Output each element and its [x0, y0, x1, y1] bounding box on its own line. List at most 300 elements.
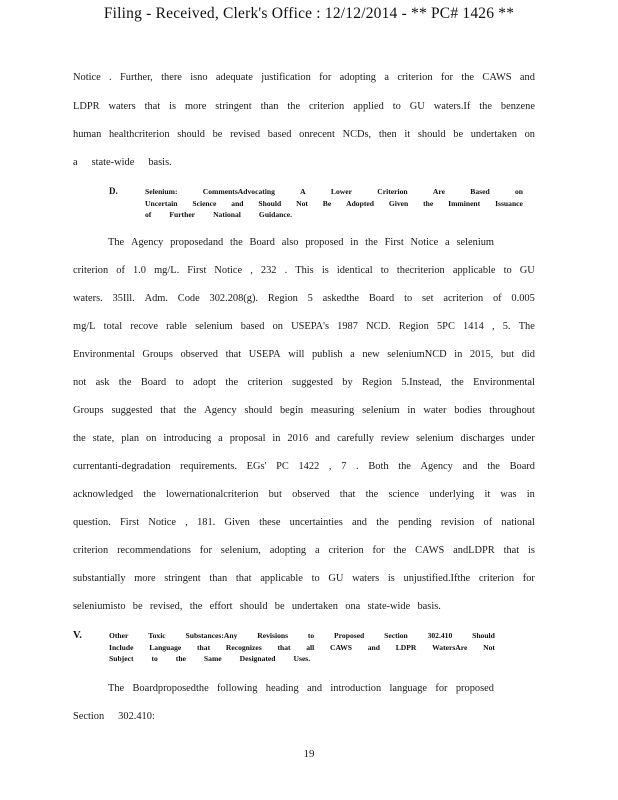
paragraph-line: [73, 321, 535, 332]
word: following: [217, 683, 258, 694]
word: criterion: [73, 265, 109, 276]
word: the: [175, 654, 186, 663]
word: Region: [362, 377, 393, 388]
word: Adopted: [346, 198, 374, 208]
word: proposedand: [170, 237, 224, 248]
word: on: [146, 433, 157, 444]
word: to: [380, 265, 389, 276]
word: identical: [336, 265, 373, 276]
word: water: [423, 405, 447, 416]
word: waters.: [73, 293, 103, 304]
word: the: [398, 461, 411, 472]
word: Environmental: [473, 377, 535, 388]
word: for: [440, 72, 453, 83]
word: under: [511, 433, 535, 444]
word: WatersAre: [432, 642, 468, 652]
word: that: [235, 573, 252, 584]
section-d-heading: [109, 186, 523, 221]
word: question.: [73, 517, 111, 528]
word: observed: [292, 489, 330, 500]
word: of: [492, 293, 502, 304]
word: acknowledged: [73, 489, 134, 500]
word: Boardproposedthe: [132, 683, 209, 694]
word: askedthe: [322, 293, 360, 304]
word: Not: [296, 198, 308, 208]
word: Science: [192, 198, 217, 208]
word: review: [380, 433, 410, 444]
word: carefully: [337, 433, 374, 444]
word: Agency: [130, 237, 164, 248]
section-label: D.: [109, 186, 118, 196]
word: CAWS: [482, 72, 512, 83]
word: adopting: [269, 545, 307, 556]
word: adequate: [215, 72, 253, 83]
word: Criterion: [377, 187, 408, 196]
word: a: [73, 157, 78, 168]
word: 35Ill.: [112, 293, 135, 304]
word: Issuance: [495, 198, 523, 208]
word: set: [421, 293, 434, 304]
word: onrecent: [299, 129, 335, 140]
word: Uses.: [293, 654, 311, 663]
word: begin: [279, 405, 304, 416]
word: the: [118, 377, 132, 388]
word: Board: [249, 237, 275, 248]
word: healthcriterion: [108, 129, 170, 140]
paragraph-line: [73, 433, 535, 444]
word: Selenium:: [145, 187, 178, 196]
word: in: [526, 489, 535, 500]
word: that: [503, 545, 520, 556]
word: the: [451, 377, 464, 388]
word: criterion: [328, 545, 364, 556]
word: Notice: [73, 72, 101, 83]
word: based: [267, 129, 292, 140]
word: plan: [121, 433, 140, 444]
word: proposed: [305, 237, 344, 248]
word: criterion: [309, 101, 345, 112]
word: and: [231, 198, 244, 208]
word: EGs': [246, 461, 267, 472]
word: unjustified.Ifthe: [403, 573, 471, 584]
word: The: [108, 683, 125, 694]
word: 2016: [287, 433, 309, 444]
word: on: [514, 187, 523, 196]
word: andLDPR: [453, 545, 495, 556]
word: measuring: [310, 405, 355, 416]
word: human: [73, 129, 102, 140]
word: Guidance.: [258, 210, 293, 219]
word: undertaken: [470, 129, 517, 140]
word: Board: [368, 293, 395, 304]
paragraph-line: [73, 72, 535, 83]
word: to: [503, 265, 512, 276]
word: CAWS: [415, 545, 445, 556]
word: by: [342, 377, 353, 388]
word: GU: [409, 101, 425, 112]
word: Include: [109, 642, 134, 652]
word: First: [384, 237, 404, 248]
word: proposed: [455, 683, 494, 694]
word: waters.If: [433, 101, 471, 112]
word: The: [518, 321, 535, 332]
word: that: [197, 642, 211, 652]
word: the: [393, 545, 407, 556]
word: be: [453, 129, 464, 140]
word: it: [404, 129, 411, 140]
word: the: [189, 601, 203, 612]
word: CommentsAdvocating: [202, 187, 275, 196]
paragraph-line: [73, 461, 535, 472]
word: applied: [353, 101, 384, 112]
heading-line: [145, 198, 523, 210]
word: adopting: [339, 72, 377, 83]
word: basis.: [148, 157, 172, 168]
word: adopt: [192, 377, 217, 388]
word: the: [376, 517, 389, 528]
word: Board: [140, 377, 167, 388]
word: on: [272, 321, 283, 332]
word: seleniumisto: [73, 601, 126, 612]
word: First: [187, 265, 207, 276]
word: total: [103, 321, 123, 332]
word: the: [73, 433, 86, 444]
word: introducing: [163, 433, 212, 444]
word: National: [213, 210, 241, 219]
word: that: [277, 642, 291, 652]
word: Given: [224, 517, 250, 528]
word: ,: [185, 517, 188, 528]
word: LDPR: [395, 642, 417, 652]
word: Lower: [330, 187, 353, 196]
word: of: [145, 210, 152, 219]
word: A: [300, 187, 306, 196]
word: publish: [311, 349, 343, 360]
word: observed: [180, 349, 218, 360]
word: rable: [166, 321, 187, 332]
word: and: [519, 72, 535, 83]
word: be: [274, 601, 285, 612]
word: revision: [440, 517, 475, 528]
word: The: [108, 237, 125, 248]
word: basis.: [417, 601, 441, 612]
word: First: [120, 517, 140, 528]
word: criterion: [73, 545, 109, 556]
section-v-heading: [73, 630, 495, 665]
word: a: [218, 433, 223, 444]
word: and: [351, 517, 367, 528]
paragraph-line: [73, 711, 535, 722]
word: Notice: [148, 517, 177, 528]
word: NCDs,: [342, 129, 372, 140]
word: stringent: [215, 101, 252, 112]
word: ask: [95, 377, 110, 388]
word: recommendations: [117, 545, 191, 556]
word: a: [445, 237, 450, 248]
word: waters: [352, 573, 380, 584]
word: the: [423, 198, 434, 208]
paragraph-line: [108, 683, 494, 694]
word: 1.0: [133, 265, 147, 276]
word: selenium: [416, 433, 454, 444]
word: requirements.: [180, 461, 238, 472]
word: Same: [203, 654, 222, 663]
word: Designated: [239, 654, 276, 663]
word: USEPA: [248, 349, 281, 360]
word: 5: [307, 293, 313, 304]
word: introduction: [330, 683, 382, 694]
word: Given: [388, 198, 409, 208]
word: applicable: [452, 265, 496, 276]
word: ,: [328, 461, 332, 472]
word: bodies: [454, 405, 482, 416]
word: mg/L.: [154, 265, 180, 276]
word: be: [212, 129, 223, 140]
word: the: [287, 101, 301, 112]
word: not: [73, 377, 87, 388]
paragraph-line: [73, 545, 535, 556]
word: ,: [250, 265, 253, 276]
word: the: [365, 237, 378, 248]
word: criterion: [397, 72, 433, 83]
word: suggested: [111, 405, 153, 416]
word: did: [521, 349, 535, 360]
paragraph-line: [73, 157, 535, 168]
word: Uncertain: [145, 198, 178, 208]
word: Based: [470, 187, 490, 196]
word: Agency: [204, 405, 237, 416]
word: Proposed: [334, 631, 365, 640]
word: heading: [265, 683, 299, 694]
word: selenium,: [220, 545, 261, 556]
word: Substances:Any: [185, 631, 238, 640]
word: state-wide: [91, 157, 135, 168]
word: will: [288, 349, 305, 360]
word: Adm.: [144, 293, 168, 304]
word: Board: [509, 461, 535, 472]
word: a: [350, 349, 355, 360]
word: Recognizes: [225, 642, 262, 652]
word: lowernationalcriterion: [166, 489, 259, 500]
word: to: [175, 377, 184, 388]
word: science: [388, 489, 420, 500]
word: benzene: [500, 101, 535, 112]
word: the: [365, 489, 379, 500]
word: selenium: [456, 237, 494, 248]
word: then: [378, 129, 397, 140]
word: a: [315, 545, 320, 556]
word: substantially: [73, 573, 126, 584]
word: Be: [322, 198, 332, 208]
word: these: [259, 517, 281, 528]
word: 232: [260, 265, 277, 276]
word: 5.Instead,: [401, 377, 442, 388]
word: than: [260, 101, 279, 112]
word: in: [407, 405, 416, 416]
word: effort: [209, 601, 233, 612]
word: state-wide: [367, 601, 411, 612]
paragraph-line: [73, 601, 441, 612]
paragraph-line: [73, 129, 535, 140]
word: Environmental: [73, 349, 135, 360]
word: and: [315, 433, 331, 444]
word: and: [462, 461, 478, 472]
word: Other: [109, 631, 129, 640]
word: acriterion: [443, 293, 484, 304]
word: GU: [328, 573, 344, 584]
word: for: [522, 573, 535, 584]
paragraph-line: [73, 101, 535, 112]
word: Further,: [120, 72, 153, 83]
word: Are: [432, 187, 446, 196]
word: Agency: [420, 461, 453, 472]
word: for: [199, 545, 212, 556]
word: USEPA's: [291, 321, 329, 332]
word: all: [306, 642, 315, 652]
word: in: [350, 237, 359, 248]
word: that: [160, 405, 176, 416]
paragraph-line: [73, 405, 535, 416]
word: 302.208(g).: [209, 293, 259, 304]
word: state,: [92, 433, 115, 444]
heading-line: [109, 642, 495, 654]
word: underlying: [429, 489, 475, 500]
word: Not: [483, 642, 495, 652]
word: 5.: [502, 321, 511, 332]
word: Both: [368, 461, 389, 472]
word: for: [372, 545, 385, 556]
word: a: [384, 72, 389, 83]
word: Further: [169, 210, 196, 219]
word: uncertainties: [289, 517, 343, 528]
word: the: [230, 237, 243, 248]
word: for: [319, 72, 332, 83]
word: revised: [230, 129, 261, 140]
word: there: [161, 72, 182, 83]
word: Should: [472, 631, 495, 640]
word: than: [209, 573, 228, 584]
word: Subject: [109, 654, 134, 663]
word: is: [321, 265, 329, 276]
word: revised,: [149, 601, 183, 612]
paragraph-line: [73, 377, 535, 388]
word: PC: [276, 461, 289, 472]
word: 302.410:: [118, 711, 155, 722]
word: CAWS: [330, 642, 352, 652]
word: ,: [491, 321, 495, 332]
word: to: [404, 293, 413, 304]
filing-header: Filing - Received, Clerk's Office : 12/12/2014 - ** PC# 1426 **: [103, 5, 515, 22]
page-number: 19: [303, 748, 315, 760]
word: also: [281, 237, 299, 248]
word: in: [454, 349, 463, 360]
word: Should: [258, 198, 282, 208]
word: Region: [267, 293, 298, 304]
word: new: [362, 349, 380, 360]
word: on: [524, 129, 535, 140]
word: criterion: [247, 377, 283, 388]
word: applicable: [260, 573, 303, 584]
paragraph-line: [73, 349, 535, 360]
word: throughout: [489, 405, 535, 416]
word: .: [284, 265, 288, 276]
word: should: [239, 601, 268, 612]
paragraph-line: [108, 237, 494, 248]
paragraph-line: [73, 265, 535, 276]
word: to: [311, 573, 320, 584]
word: Groups: [73, 405, 104, 416]
word: 5PC: [436, 321, 455, 332]
word: GU: [519, 265, 535, 276]
word: the: [487, 461, 500, 472]
word: undertaken: [291, 601, 338, 612]
word: suggested: [291, 377, 333, 388]
word: based: [240, 321, 265, 332]
word: the: [143, 489, 156, 500]
paragraph-line: [73, 573, 535, 584]
word: selenium: [362, 405, 400, 416]
word: Groups: [142, 349, 173, 360]
word: that: [144, 101, 161, 112]
heading-line: [145, 186, 523, 198]
paragraph-line: [73, 517, 535, 528]
word: but: [500, 349, 515, 360]
word: be: [132, 601, 143, 612]
word: the: [461, 72, 475, 83]
word: Language: [149, 642, 182, 652]
word: of: [483, 517, 493, 528]
word: currentanti-degradation: [73, 461, 171, 472]
word: This: [295, 265, 314, 276]
word: criterion: [478, 573, 515, 584]
word: for: [435, 683, 448, 694]
word: 7: [341, 461, 347, 472]
word: pending: [398, 517, 432, 528]
word: Notice: [214, 265, 243, 276]
word: is: [169, 101, 177, 112]
heading-line: [109, 630, 495, 642]
word: the: [225, 377, 239, 388]
word: national: [501, 517, 535, 528]
word: should: [244, 405, 273, 416]
word: that: [225, 349, 242, 360]
word: Revisions: [257, 631, 289, 640]
word: proposal: [229, 433, 266, 444]
word: 302.410: [427, 631, 453, 640]
word: Section: [384, 631, 408, 640]
word: ona: [345, 601, 361, 612]
heading-line: [145, 209, 523, 221]
word: more: [134, 573, 156, 584]
word: thecriterion: [396, 265, 445, 276]
word: in: [272, 433, 281, 444]
word: Region: [398, 321, 429, 332]
word: mg/L: [73, 321, 96, 332]
word: should: [177, 129, 205, 140]
word: but: [268, 489, 282, 500]
word: that: [339, 489, 356, 500]
word: .: [356, 461, 359, 472]
word: 1987: [337, 321, 358, 332]
heading-line: [109, 653, 495, 665]
word: 2015,: [469, 349, 494, 360]
word: Code: [177, 293, 200, 304]
word: Notice: [410, 237, 439, 248]
word: and: [367, 642, 380, 652]
word: more: [184, 101, 207, 112]
word: was: [500, 489, 517, 500]
word: of: [116, 265, 125, 276]
